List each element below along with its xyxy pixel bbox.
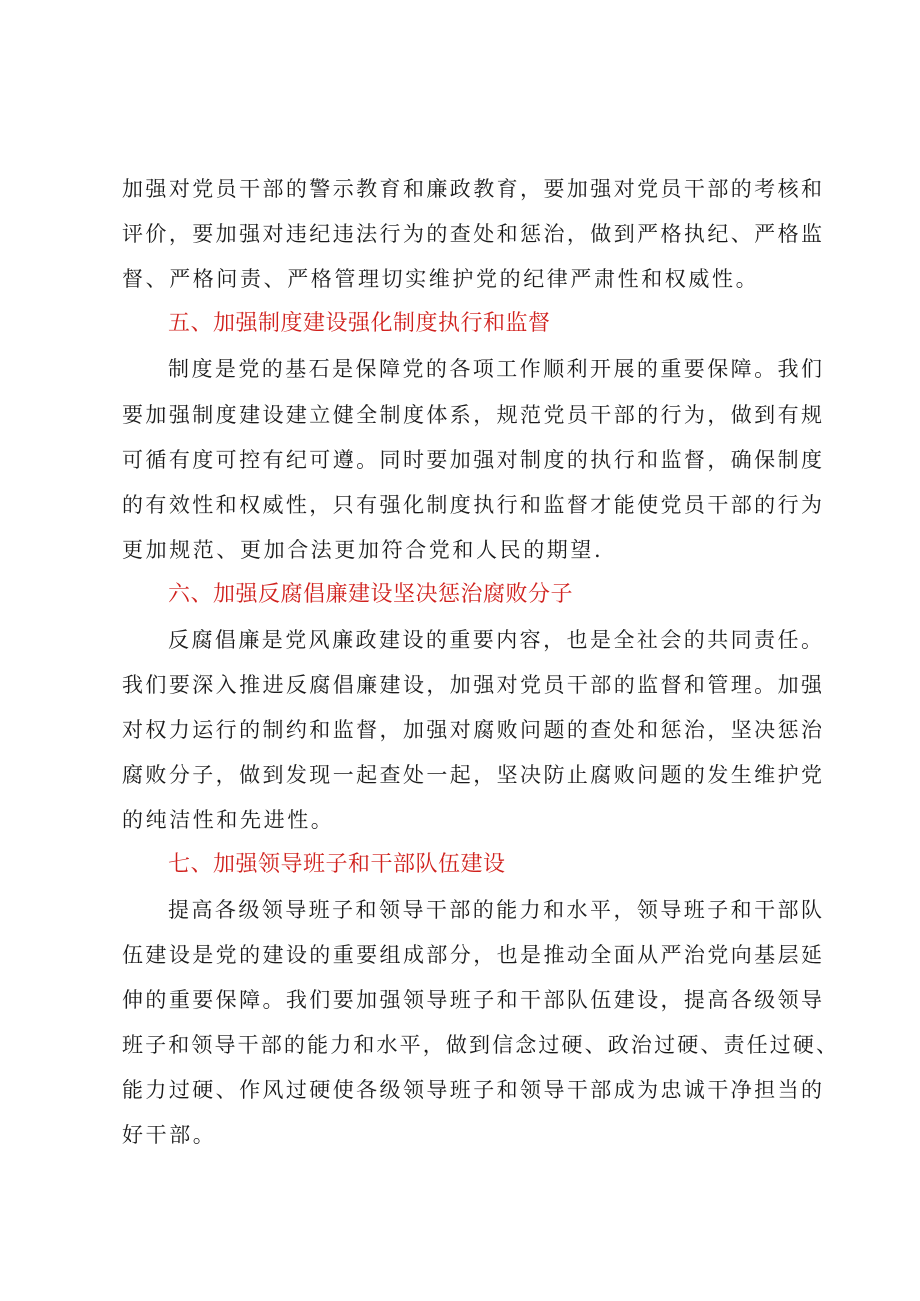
section-6-line-1: 反腐倡廉是党风廉政建设的重要内容，也是全社会的共同责任。 xyxy=(168,628,822,652)
section-6-line-2: 我们要深入推进反腐倡廉建设，加强对党员干部的监督和管理。加强 xyxy=(122,673,822,697)
intro-line-2: 评价，要加强对违纪违法行为的查处和惩治，做到严格执纪、严格监 xyxy=(122,222,822,246)
section-7-line-1: 提高各级领导班子和领导干部的能力和水平，领导班子和干部队 xyxy=(168,898,822,922)
section-7-line-5: 能力过硬、作风过硬使各级领导班子和领导干部成为忠诚干净担当的 xyxy=(122,1078,822,1102)
intro-line-1: 加强对党员干部的警示教育和廉政教育，要加强对党员干部的考核和 xyxy=(122,177,822,201)
section-5-line-5: 更加规范、更加合法更加符合党和人民的期望. xyxy=(122,538,604,562)
section-7-line-4: 班子和领导干部的能力和水平，做到信念过硬、政治过硬、责任过硬、 xyxy=(122,1033,837,1057)
section-heading-7: 七、加强领导班子和干部队伍建设 xyxy=(168,852,506,877)
section-5-line-4: 的有效性和权威性，只有强化制度执行和监督才能使党员干部的行为 xyxy=(122,493,822,517)
section-5-line-3: 可循有度可控有纪可遵。同时要加强对制度的执行和监督，确保制度 xyxy=(122,448,822,472)
section-heading-6: 六、加强反腐倡廉建设坚决惩治腐败分子 xyxy=(168,582,574,607)
section-6-line-4: 腐败分子，做到发现一起查处一起，坚决防止腐败问题的发生维护党 xyxy=(122,763,822,787)
section-5-line-1: 制度是党的基石是保障党的各项工作顺利开展的重要保障。我们 xyxy=(168,357,822,381)
section-heading-5: 五、加强制度建设强化制度执行和监督 xyxy=(168,311,551,336)
section-6-line-3: 对权力运行的制约和监督，加强对腐败问题的查处和惩治，坚决惩治 xyxy=(122,718,822,742)
section-6-line-5: 的纯洁性和先进性。 xyxy=(122,808,335,832)
intro-line-3: 督、严格问责、严格管理切实维护党的纪律严肃性和权威性。 xyxy=(122,267,760,291)
section-5-line-2: 要加强制度建设建立健全制度体系，规范党员干部的行为，做到有规 xyxy=(122,403,822,427)
section-7-line-6: 好干部。 xyxy=(122,1123,217,1147)
section-7-line-3: 伸的重要保障。我们要加强领导班子和干部队伍建设，提高各级领导 xyxy=(122,988,822,1012)
section-7-line-2: 伍建设是党的建设的重要组成部分，也是推动全面从严治党向基层延 xyxy=(122,943,822,967)
